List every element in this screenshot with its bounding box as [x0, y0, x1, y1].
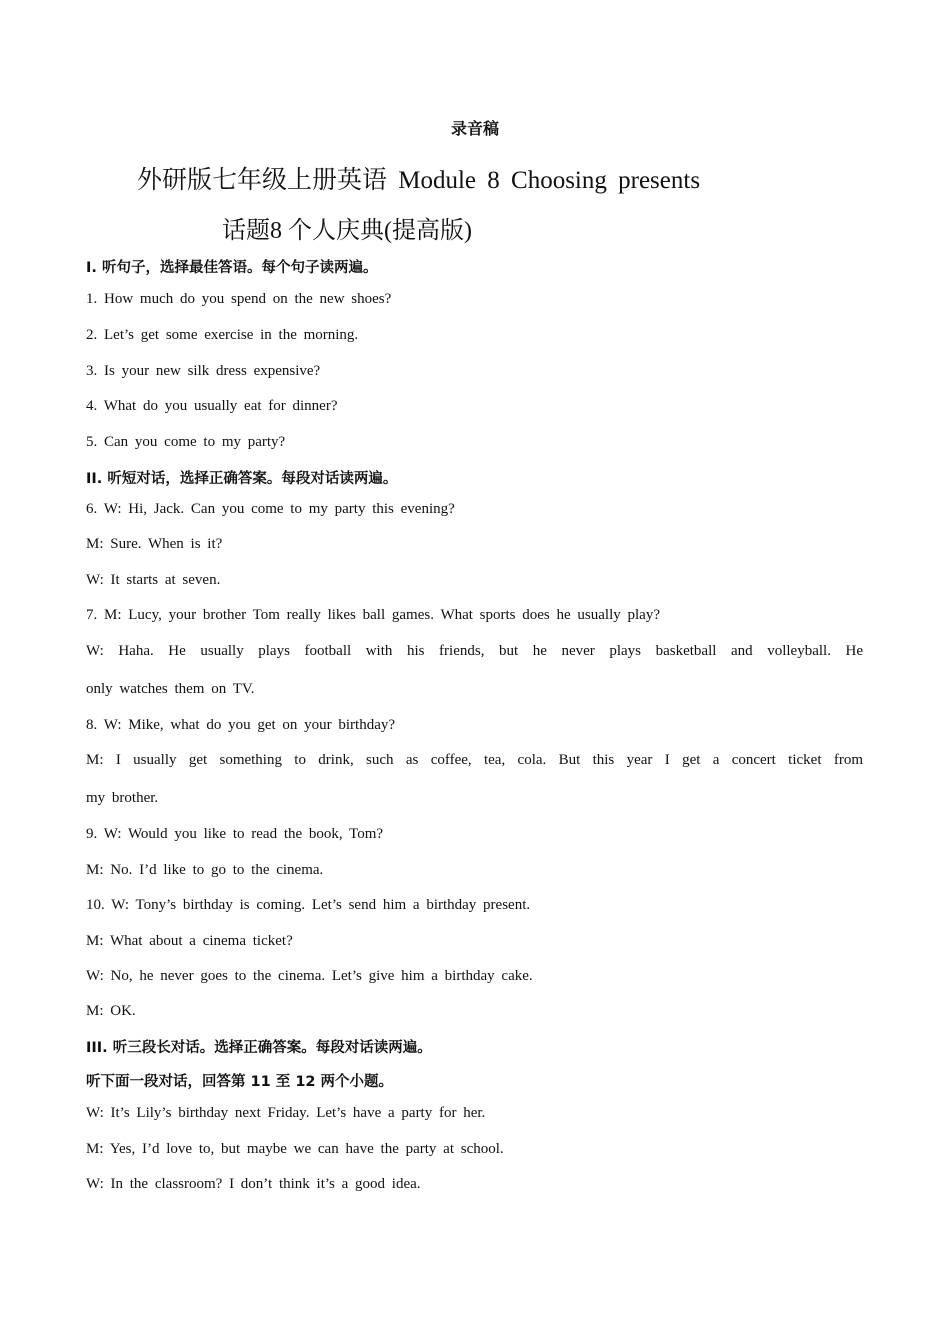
section-2-heading: II. 听短对话，选择正确答案。每段对话读两遍。	[86, 471, 398, 487]
document-subtitle: 话题8 个人庆典(提高版)	[222, 218, 472, 244]
sentence-1: 1. How much do you spend on the new shoes?	[86, 291, 392, 307]
dialogue-line: W: In the classroom? I don’t think it’s a good idea.	[86, 1176, 421, 1192]
document-label: 录音稿	[450, 119, 499, 138]
dialogue-line: M: Sure. When is it?	[86, 536, 223, 552]
sentence-3: 3. Is your new silk dress expensive?	[86, 363, 321, 379]
dialogue-line: 10. W: Tony’s birthday is coming. Let’s send him a birthday present.	[86, 897, 531, 913]
sentence-5: 5. Can you come to my party?	[86, 434, 286, 450]
dialogue-line: M: OK.	[86, 1003, 136, 1019]
dialogue-line: my brother.	[86, 790, 159, 806]
dialogue-line: M: I usually get something to drink, such as coffee, tea, cola. But this year I get a concert ticket from	[86, 752, 863, 768]
dialogue-line: 8. W: Mike, what do you get on your birthday?	[86, 717, 396, 733]
dialogue-line: 6. W: Hi, Jack. Can you come to my party this evening?	[86, 501, 455, 517]
section-1-heading: Ⅰ. 听句子，选择最佳答语。每个句子读两遍。	[86, 260, 378, 276]
dialogue-line: W: Haha. He usually plays football with his friends, but he never plays basketball and volleyball. He	[86, 643, 863, 659]
sentence-2: 2. Let’s get some exercise in the morning.	[86, 327, 359, 343]
dialogue-line: W: It’s Lily’s birthday next Friday. Let’s have a party for her.	[86, 1105, 486, 1121]
document-title: 外研版七年级上册英语 Module 8 Choosing presents	[137, 167, 701, 194]
dialogue-line: 7. M: Lucy, your brother Tom really likes ball games. What sports does he usually play?	[86, 607, 660, 623]
dialogue-line: M: No. I’d like to go to the cinema.	[86, 862, 324, 878]
dialogue-line: 9. W: Would you like to read the book, Tom?	[86, 826, 384, 842]
section-3-subheading: 听下面一段对话，回答第 11 至 12 两个小题。	[86, 1074, 394, 1090]
dialogue-line: W: No, he never goes to the cinema. Let’s give him a birthday cake.	[86, 968, 533, 984]
dialogue-line: only watches them on TV.	[86, 681, 255, 697]
dialogue-line: M: What about a cinema ticket?	[86, 933, 293, 949]
section-3-heading: III. 听三段长对话。选择正确答案。每段对话读两遍。	[86, 1040, 432, 1056]
dialogue-line: W: It starts at seven.	[86, 572, 221, 588]
dialogue-line: M: Yes, I’d love to, but maybe we can have the party at school.	[86, 1141, 504, 1157]
sentence-4: 4. What do you usually eat for dinner?	[86, 398, 338, 414]
